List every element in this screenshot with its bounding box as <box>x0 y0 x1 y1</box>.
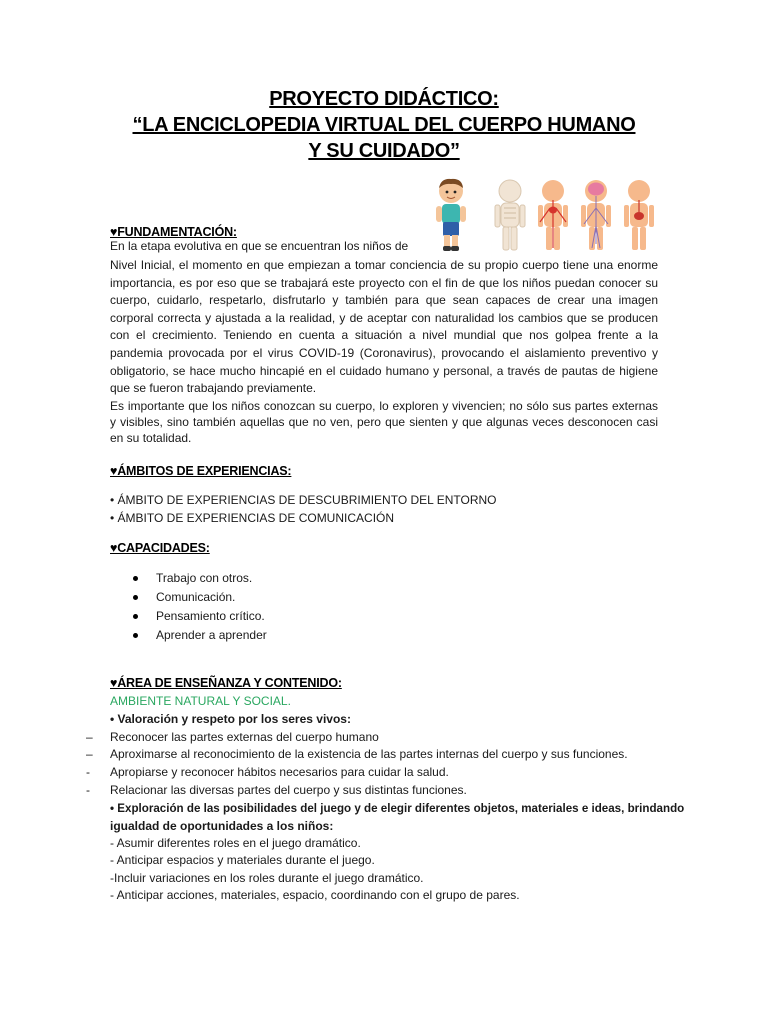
digestive-figure <box>624 180 654 250</box>
capacidad-item: Pensamiento crítico. <box>156 609 265 623</box>
area-subheading: AMBIENTE NATURAL Y SOCIAL. <box>110 694 291 708</box>
dash-marker: - <box>86 765 90 779</box>
block2-title-line-1: • Exploración de las posibilidades del juego y de elegir diferentes objetos, materiales e ideas, brindando <box>110 802 685 815</box>
bullet-icon <box>133 595 138 600</box>
ambito-item: • ÁMBITO DE EXPERIENCIAS DE DESCUBRIMIENTO DEL ENTORNO <box>110 493 497 507</box>
block1-item: Apropiarse y reconocer hábitos necesarios para cuidar la salud. <box>110 765 449 779</box>
capacidades-heading: ♥CAPACIDADES: <box>110 541 210 555</box>
skeleton-figure <box>495 180 525 250</box>
ambitos-heading: ♥ÁMBITOS DE EXPERIENCIAS: <box>110 464 292 478</box>
dash-marker: – <box>86 747 93 761</box>
dash-marker: - <box>86 783 90 797</box>
title-line-1: PROYECTO DIDÁCTICO: <box>269 88 499 110</box>
block1-item: Reconocer las partes externas del cuerpo humano <box>110 730 379 744</box>
capacidad-item: Aprender a aprender <box>156 628 267 642</box>
block1-title: • Valoración y respeto por los seres vivos: <box>110 712 351 726</box>
dash-marker: – <box>86 730 93 744</box>
bullet-icon <box>133 576 138 581</box>
block2-item: - Asumir diferentes roles en el juego dramático. <box>110 836 361 850</box>
circulatory-figure <box>538 180 568 250</box>
fundamentacion-paragraph-2: Es importante que los niños conozcan su cuerpo, lo exploren y vivencien; no sólo sus partes externas y visibles, sino también aquellas que no ven, pero que sienten y que algunas veces desconocen casi en su totalidad. <box>110 399 658 445</box>
block2-item: - Anticipar espacios y materiales durante el juego. <box>110 853 375 867</box>
child-figure <box>436 179 466 251</box>
title-line-3: Y SU CUIDADO” <box>308 140 460 162</box>
bullet-icon <box>133 614 138 619</box>
nervous-figure <box>581 180 611 250</box>
ambito-item: • ÁMBITO DE EXPERIENCIAS DE COMUNICACIÓN <box>110 511 395 525</box>
block2-item: - Anticipar acciones, materiales, espacio, coordinando con el grupo de pares. <box>110 888 520 902</box>
body-systems-illustration <box>432 178 662 254</box>
bullet-icon <box>133 633 138 638</box>
title-line-2: “LA ENCICLOPEDIA VIRTUAL DEL CUERPO HUMANO <box>132 114 636 136</box>
area-heading: ♥ÁREA DE ENSEÑANZA Y CONTENIDO: <box>110 676 342 690</box>
fundamentacion-paragraph-1: Nivel Inicial, el momento en que empiezan a tomar conciencia de su propio cuerpo tiene una enorme importancia, es por eso que se trabajará este proyecto con el fin de que los niños puedan conocer su cuerpo, cuidarlo, respetarlo, disfrutarlo y también para que sean capaces de crear una imagen corporal correcta y ajustada a la realidad, y de aceptar con naturalidad los cambios que se producen con el crecimiento. Teniendo en cuenta a situación a nivel mundial que nos golpea frente a la pandemia provocada por el virus COVID-19 (Coronavirus), provocando el aislamiento preventivo y obligatorio, se hace mucho hincapié en el cuidado humano y personal, a través de pautas de higiene que se fueron trabajando previamente. <box>110 258 658 396</box>
fundamentacion-first-line: En la etapa evolutiva en que se encuentran los niños de <box>110 239 409 253</box>
block1-item: Aproximarse al reconocimiento de la existencia de las partes internas del cuerpo y sus funciones. <box>110 747 628 761</box>
block2-title-line-2: igualdad de oportunidades a los niños: <box>110 819 334 833</box>
fundamentacion-heading: ♥FUNDAMENTACIÓN: <box>110 225 237 239</box>
block2-item: -Incluir variaciones en los roles durante el juego dramático. <box>110 871 424 885</box>
block1-item: Relacionar las diversas partes del cuerpo y sus distintas funciones. <box>110 783 467 797</box>
capacidad-item: Comunicación. <box>156 590 236 604</box>
capacidad-item: Trabajo con otros. <box>156 571 253 585</box>
